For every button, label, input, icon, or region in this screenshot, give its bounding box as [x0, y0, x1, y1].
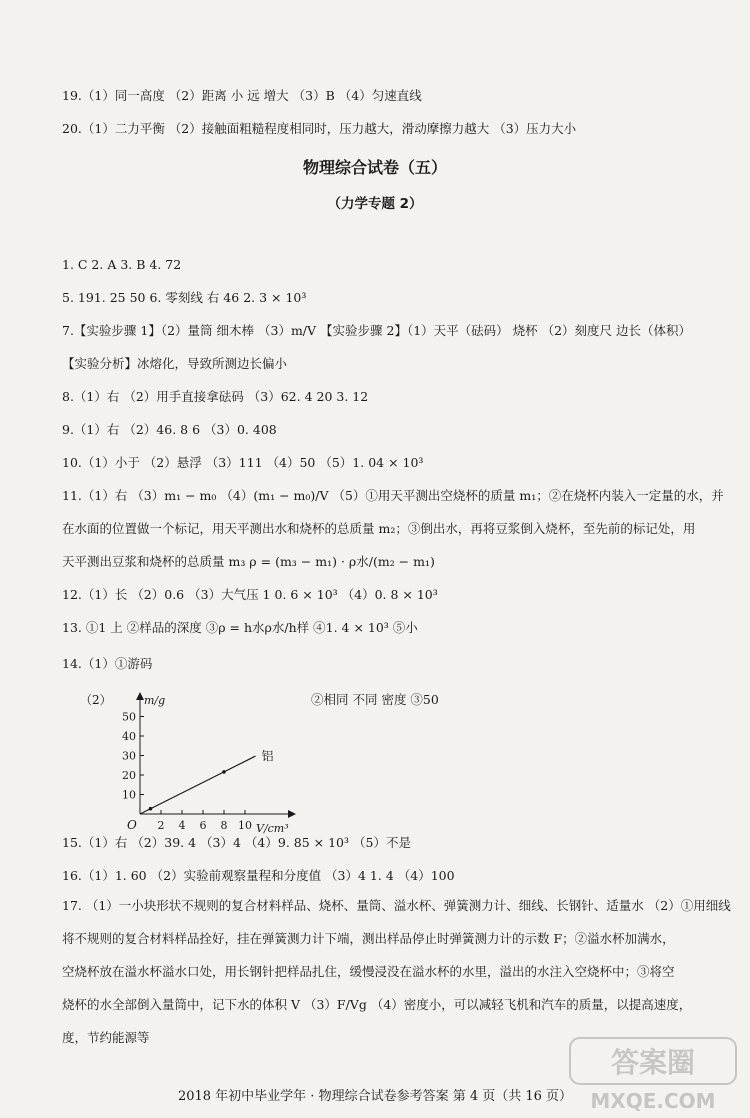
x-axis-label: V/cm³	[256, 822, 289, 835]
mass-volume-graph	[80, 688, 320, 838]
answer-15: 15.（1）右 （2）39. 4 （3）4 （4）9. 85 × 10³ （5）不是	[62, 835, 411, 850]
answer-11-line1: 11.（1）右 （3）m₁ − m₀ （4）(m₁ − m₀)/V （5）①用天平测出空烧杯的质量 m₁；②在烧杯内装入一定量的水，并	[62, 488, 724, 503]
answer-7-line2: 【实验分析】冰熔化，导致所测边长偏小	[62, 356, 288, 371]
y-ticks	[122, 711, 144, 802]
answer-17-line1: 17. （1）一小块形状不规则的复合材料样品、烧杯、量筒、溢水杯、弹簧测力计、细线、长钢针、适量水 （2）①用细线	[62, 898, 731, 913]
answer-17-line4: 烧杯的水全部倒入量筒中，记下水的体积 V （3）F/Vg （4）密度小，可以减轻飞机和汽车的质量，以提高速度，	[62, 997, 692, 1012]
x-axis-arrow	[288, 810, 296, 818]
answer-12: 12.（1）长 （2）0.6 （3）大气压 1 0. 6 × 10³ （4）0. 8 × 10³	[62, 587, 438, 602]
section-title: 物理综合试卷（五）	[302, 158, 447, 177]
y-tick-label: 40	[122, 730, 136, 743]
answer-17-line3: 空烧杯放在溢水杯溢水口处，用长钢针把样品扎住，缓慢浸没在溢水杯的水里，溢出的水注入空烧杯中；③将空	[62, 964, 675, 979]
answer-11-line3: 天平测出豆浆和烧杯的总质量 m₃ ρ = (m₃ − m₁) · ρ水/(m₂ − m₁)	[62, 554, 435, 569]
section-subtitle: （力学专题 2）	[327, 196, 423, 212]
x-tick-label: 6	[199, 819, 207, 832]
answer-16: 16.（1）1. 60 （2）实验前观察量程和分度值 （3）4 1. 4 （4）100	[62, 868, 455, 883]
page-footer: 2018 年初中毕业学年 · 物理综合试卷参考答案 第 4 页（共 16 页）	[177, 1089, 573, 1104]
answer-7-line1: 7.【实验步骤 1】（2）量筒 细木棒 （3）m/V 【实验步骤 2】（1）天平（砝码） 烧杯 （2）刻度尺 边长（体积）	[62, 323, 692, 338]
answer-13: 13. ①1 上 ②样品的深度 ③ρ = h水ρ水/h样 ④1. 4 × 10³ ⑤小	[62, 620, 418, 635]
series-label-aluminum: 铝	[261, 749, 274, 764]
answer-8: 8.（1）右 （2）用手直接拿砝码 （3）62. 4 20 3. 12	[62, 389, 369, 404]
y-axis-arrow	[136, 692, 144, 700]
graph-prefix: （2）	[80, 693, 112, 707]
answer-11-line2: 在水面的位置做一个标记，用天平测出水和烧杯的总质量 m₂；③倒出水，再将豆浆倒入烧杯，至先前的标记处，用	[62, 521, 696, 536]
data-series	[140, 756, 256, 814]
answer-20: 20.（1）二力平衡 （2）接触面粗糙程度相同时，压力越大，滑动摩擦力越大 （3）压力大小	[62, 121, 577, 136]
answer-17-line5: 度，节约能源等	[62, 1030, 150, 1045]
y-axis-label: m/g	[144, 694, 166, 707]
answer-5-6: 5. 191. 25 50 6. 零刻线 右 46 2. 3 × 10³	[62, 290, 307, 305]
answer-14-line2: ②相同 不同 密度 ③50	[311, 692, 439, 707]
y-tick-label: 30	[122, 749, 136, 763]
answer-14-line1: 14.（1）①游码	[62, 656, 153, 671]
data-point	[222, 770, 226, 774]
watermark-top-text: 答案圈	[610, 1046, 696, 1079]
answer-9: 9.（1）右 （2）46. 8 6 （3）0. 408	[62, 422, 277, 437]
answer-17-line2: 将不规则的复合材料样品拴好，挂在弹簧测力计下端，测出样品停止时弹簧测力计的示数 F；②溢水杯加满水，	[62, 931, 675, 946]
x-tick-label: 10	[238, 819, 252, 832]
y-tick-label: 50	[122, 710, 136, 724]
x-tick-label: 8	[220, 819, 228, 832]
x-tick-label: 4	[178, 819, 186, 832]
answer-10: 10.（1）小于 （2）悬浮 （3）111 （4）50 （5）1. 04 × 10³	[62, 455, 424, 470]
watermark-bottom-text: MXQE.COM	[590, 1089, 716, 1113]
watermark-logo	[568, 1036, 738, 1114]
answer-19: 19.（1）同一高度 （2）距离 小 远 增大 （3）B （4）匀速直线	[62, 88, 422, 103]
answer-1-4: 1. C 2. A 3. B 4. 72	[62, 257, 182, 272]
series-line-aluminum	[140, 756, 256, 814]
x-ticks	[158, 810, 253, 832]
x-tick-label: 2	[157, 819, 165, 832]
y-tick-label: 10	[122, 788, 136, 802]
y-tick-label: 20	[122, 769, 136, 782]
origin-label: O	[127, 818, 137, 832]
data-point	[149, 807, 153, 811]
